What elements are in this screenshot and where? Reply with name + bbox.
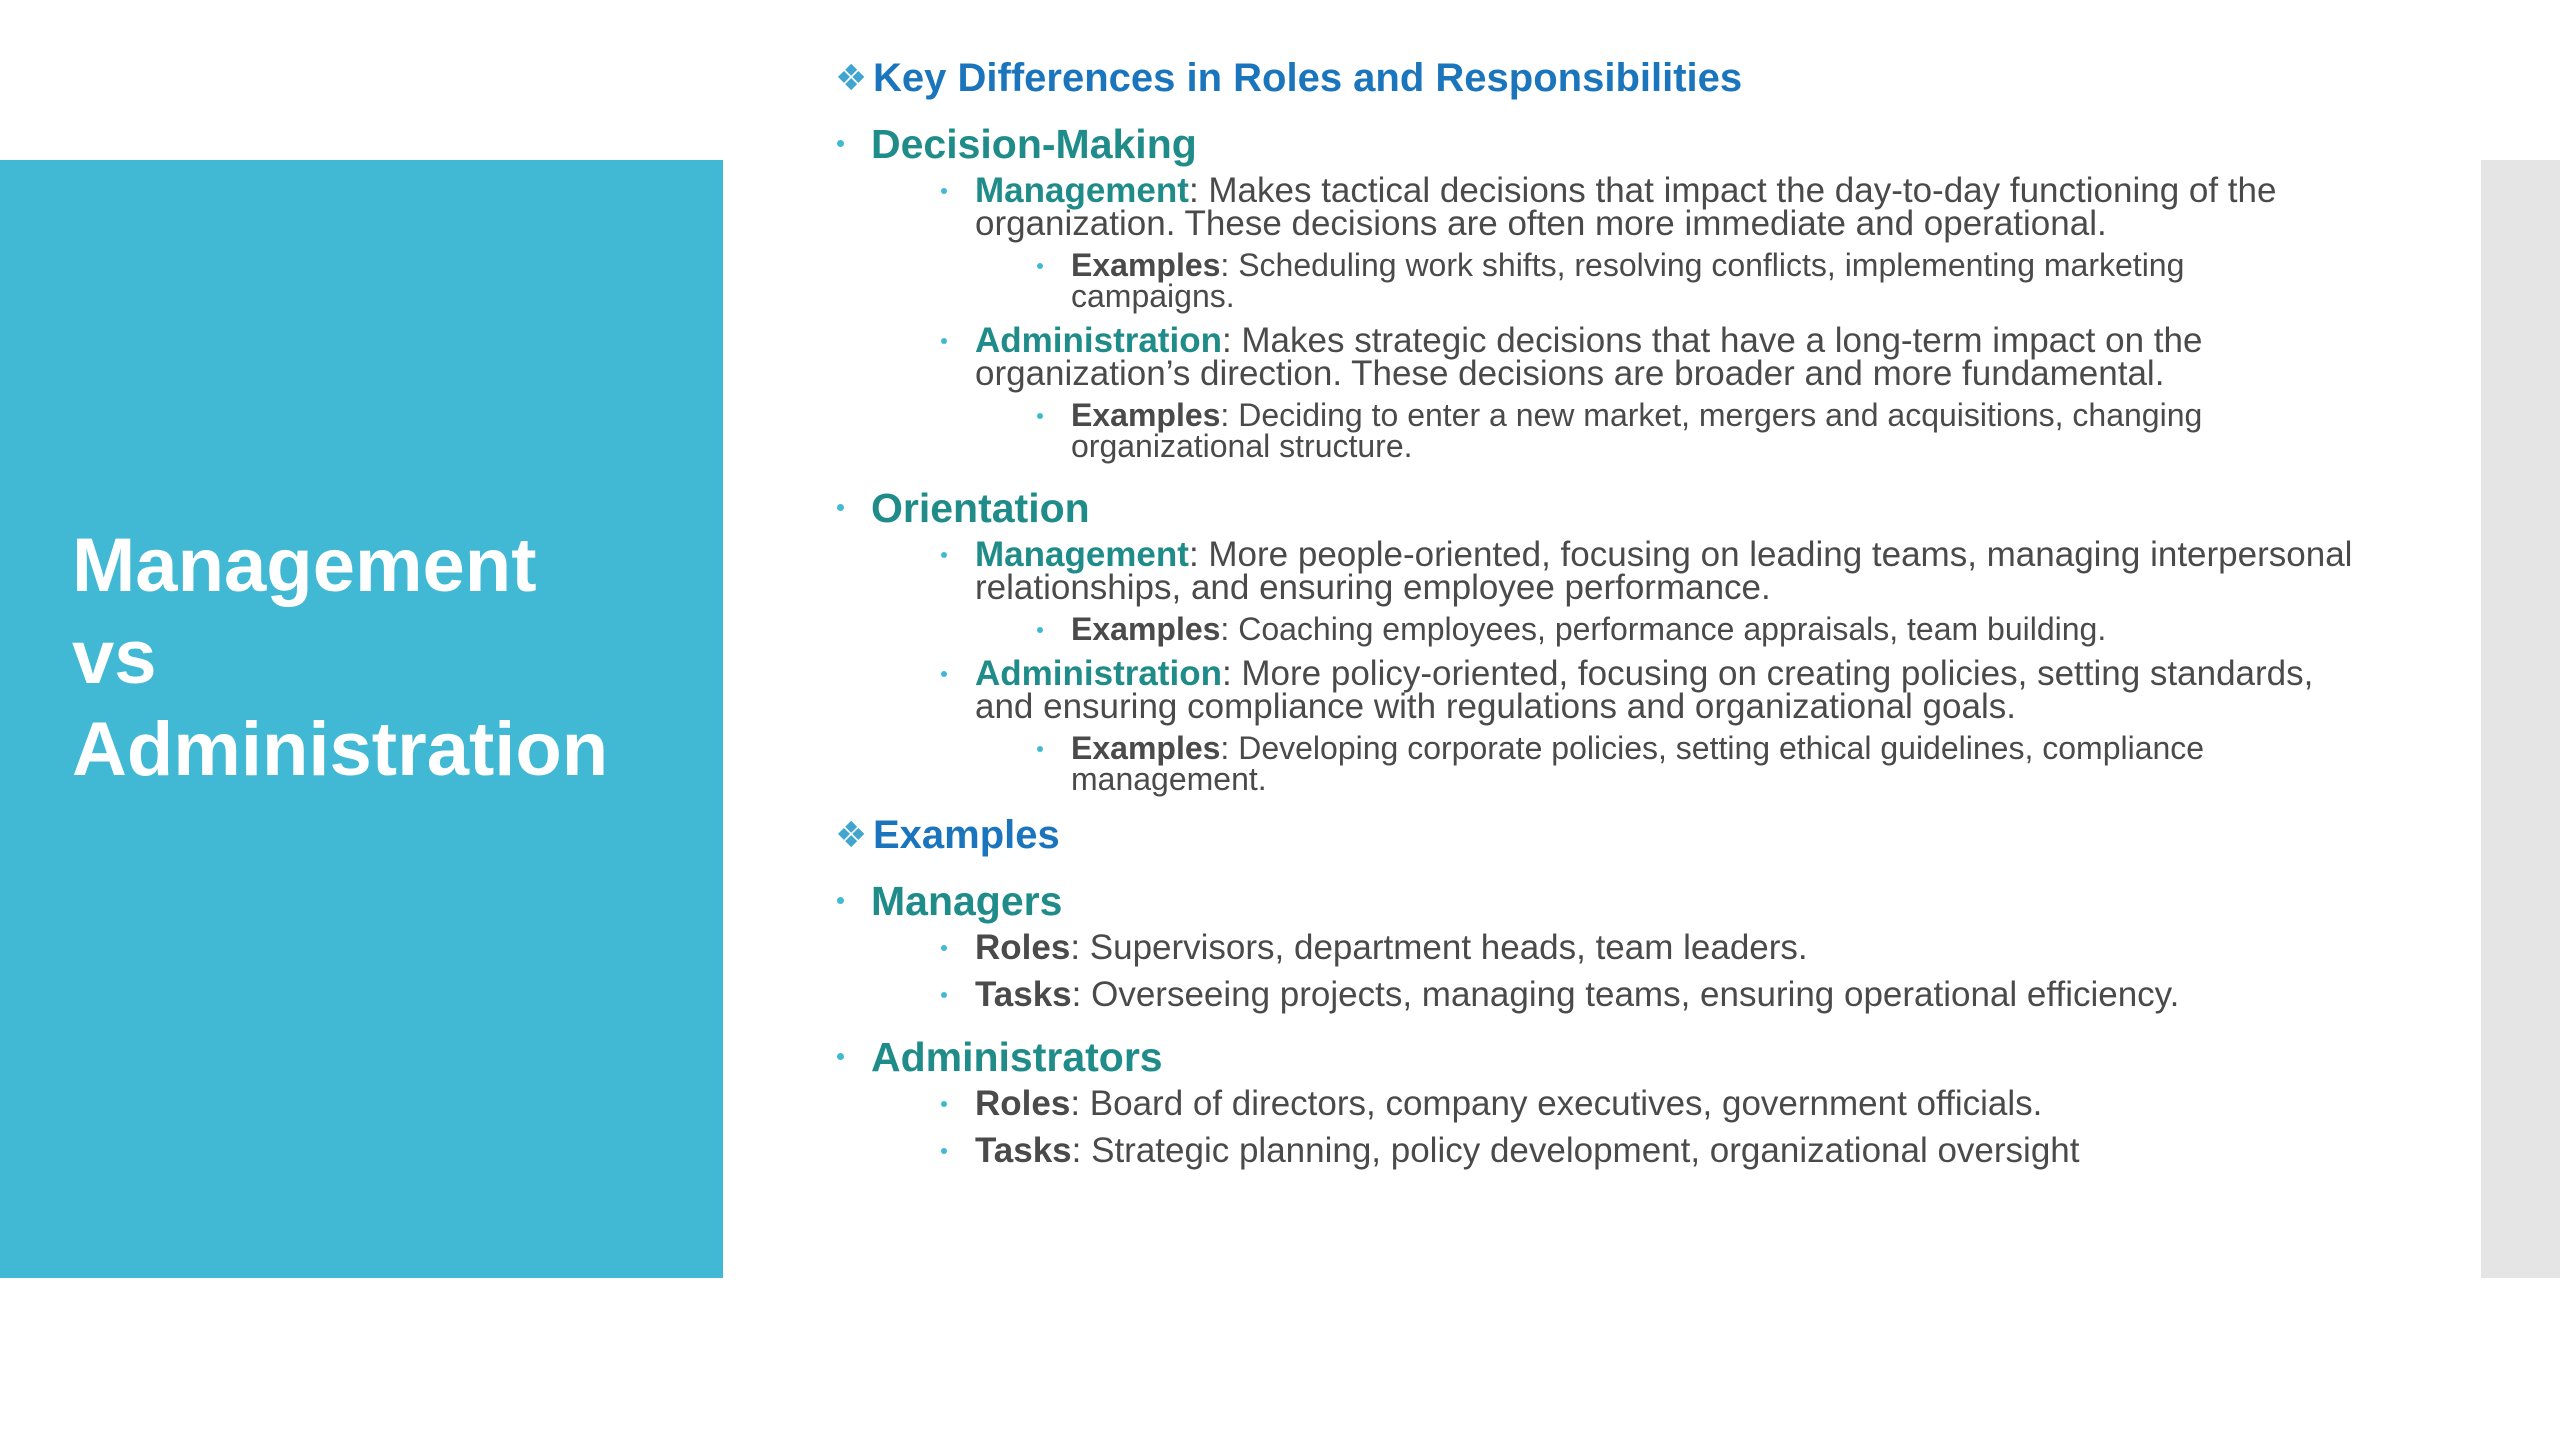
examples-text: : Coaching employees, performance appraisals, team building. xyxy=(1220,611,2107,647)
section-heading-text: Examples xyxy=(873,813,1060,857)
tasks-label: Tasks xyxy=(975,1131,1072,1170)
dot-bullet-icon xyxy=(941,338,947,344)
section-heading-differences xyxy=(833,48,2353,108)
bullet-decision-making xyxy=(833,116,2353,172)
bullet-administrators-tasks xyxy=(833,1131,2353,1170)
term-label: Management xyxy=(975,535,1189,574)
four-diamond-bullet-icon: ❖ xyxy=(835,57,868,98)
term-label: Management xyxy=(975,171,1189,210)
term-description: : More policy-oriented, focusing on creating policies, setting standards, and ensuring compliance with regulations and organizational goals. xyxy=(975,654,2314,726)
examples-text: : Deciding to enter a new market, mergers and acquisitions, changing organizational structure. xyxy=(1071,397,2203,464)
dot-bullet-icon xyxy=(941,992,947,998)
tasks-label: Tasks xyxy=(975,975,1072,1014)
bullet-managers-roles xyxy=(833,928,2353,967)
title-line-1: Management xyxy=(72,523,537,608)
bullet-label: Managers xyxy=(871,878,1063,924)
four-diamond-bullet-icon: ❖ xyxy=(835,814,868,855)
bullet-management-orientation xyxy=(833,535,2353,607)
examples-management-decision xyxy=(833,247,2353,314)
term-description: : More people-oriented, focusing on leading teams, managing interpersonal relationships, and ensuring employee performance. xyxy=(975,535,2353,607)
roles-label: Roles xyxy=(975,1084,1071,1123)
roles-text: : Supervisors, department heads, team leaders. xyxy=(1070,928,1808,967)
dot-bullet-icon xyxy=(837,504,844,511)
bullet-administration-orientation xyxy=(833,654,2353,726)
dot-bullet-icon xyxy=(941,945,947,951)
examples-text: : Developing corporate policies, setting ethical guidelines, compliance management. xyxy=(1071,730,2205,797)
dot-bullet-icon xyxy=(837,1053,844,1060)
bullet-label: Administrators xyxy=(871,1034,1163,1080)
term-label: Administration xyxy=(975,321,1222,360)
side-strip xyxy=(2481,160,2560,1278)
examples-label: Examples xyxy=(1071,397,1221,433)
bullet-administrators-roles xyxy=(833,1084,2353,1123)
examples-label: Examples xyxy=(1071,611,1221,647)
section-heading-text: Key Differences in Roles and Responsibilities xyxy=(873,56,1743,100)
bullet-management-decision xyxy=(833,171,2353,243)
term-description: : Makes strategic decisions that have a long-term impact on the organization’s direction. These decisions are broader and more fundamental. xyxy=(975,321,2203,393)
examples-administration-decision xyxy=(833,397,2353,464)
section-heading-examples xyxy=(833,805,2353,865)
bullet-managers xyxy=(833,873,2353,929)
bullet-label: Decision-Making xyxy=(871,121,1197,167)
title-line-3: Administration xyxy=(72,707,609,792)
bullet-administrators xyxy=(833,1029,2353,1085)
dot-bullet-icon xyxy=(941,1148,947,1154)
dot-bullet-icon xyxy=(1037,413,1043,419)
bullet-label: Orientation xyxy=(871,485,1090,531)
tasks-text: : Overseeing projects, managing teams, ensuring operational efficiency. xyxy=(1071,975,2180,1014)
examples-management-orientation xyxy=(833,611,2353,647)
dot-bullet-icon xyxy=(1037,627,1043,633)
bullet-managers-tasks xyxy=(833,975,2353,1014)
dot-bullet-icon xyxy=(1037,746,1043,752)
dot-bullet-icon xyxy=(941,1101,947,1107)
slide-content xyxy=(833,48,2353,1288)
bullet-administration-decision xyxy=(833,321,2353,393)
slide-title xyxy=(72,520,712,796)
dot-bullet-icon xyxy=(941,671,947,677)
term-description: : Makes tactical decisions that impact the day-to-day functioning of the organization. These decisions are often more immediate and operational. xyxy=(975,171,2277,243)
dot-bullet-icon xyxy=(837,897,844,904)
dot-bullet-icon xyxy=(941,552,947,558)
dot-bullet-icon xyxy=(941,188,947,194)
roles-label: Roles xyxy=(975,928,1071,967)
examples-text: : Scheduling work shifts, resolving conflicts, implementing marketing campaigns. xyxy=(1071,247,2185,314)
roles-text: : Board of directors, company executives, government officials. xyxy=(1070,1084,2043,1123)
title-line-2: vs xyxy=(72,615,157,700)
tasks-text: : Strategic planning, policy development, organizational oversight xyxy=(1071,1131,2080,1170)
examples-administration-orientation xyxy=(833,730,2353,797)
dot-bullet-icon xyxy=(837,140,844,147)
bullet-orientation xyxy=(833,480,2353,536)
examples-label: Examples xyxy=(1071,730,1221,766)
examples-label: Examples xyxy=(1071,247,1221,283)
dot-bullet-icon xyxy=(1037,263,1043,269)
term-label: Administration xyxy=(975,654,1222,693)
